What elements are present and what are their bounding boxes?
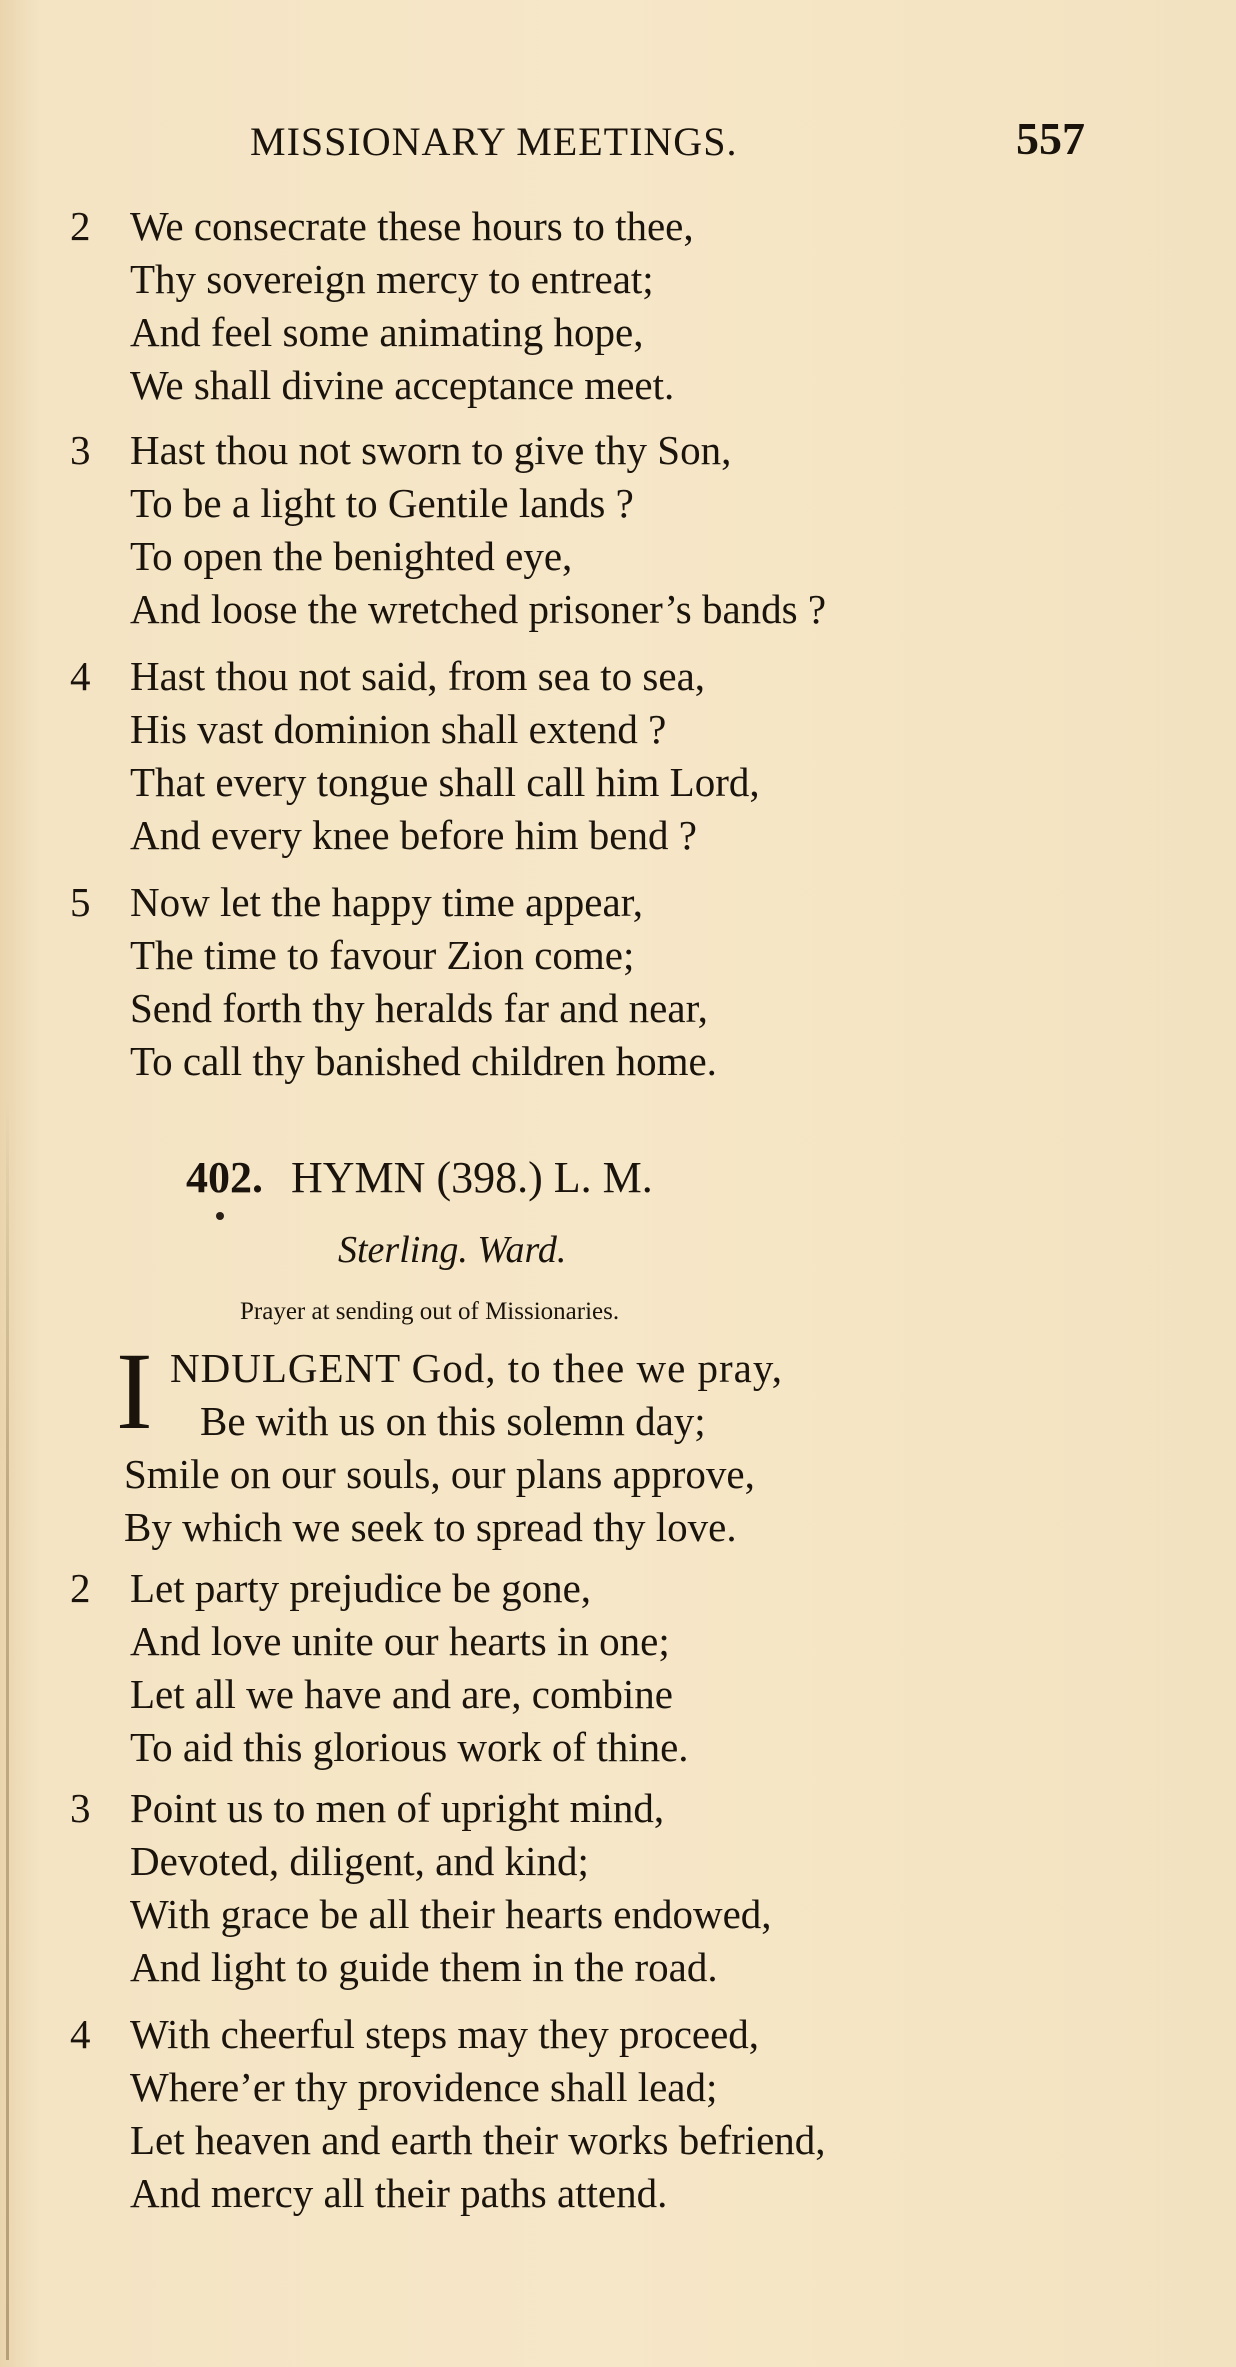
stanza-number: 2 xyxy=(70,203,91,249)
verse-line: To open the benighted eye, xyxy=(130,533,573,579)
hymn-title: HYMN (398.) L. M. xyxy=(291,1153,653,1202)
stanza-number: 3 xyxy=(70,1785,91,1831)
verse-line: And love unite our hearts in one; xyxy=(130,1618,670,1664)
verse-line: Point us to men of upright mind, xyxy=(130,1785,665,1831)
verse-line: With cheerful steps may they proceed, xyxy=(130,2011,760,2057)
drop-cap: I xyxy=(116,1330,153,1452)
stanza-number: 4 xyxy=(70,2011,91,2057)
stanza-prev-4 xyxy=(70,650,1190,862)
verse-line: Smile on our souls, our plans approve, xyxy=(124,1451,755,1497)
verse-line: Hast thou not said, from sea to sea, xyxy=(130,653,706,699)
verse-line: Let party prejudice be gone, xyxy=(130,1565,592,1611)
verse-line: We shall divine acceptance meet. xyxy=(130,362,675,408)
verse-line: And feel some animating hope, xyxy=(130,309,644,355)
verse-line: The time to favour Zion come; xyxy=(130,932,635,978)
stanza-prev-5 xyxy=(70,876,1190,1088)
verse-line: And loose the wretched prisoner’s bands ? xyxy=(130,586,827,632)
verse-line: His vast dominion shall extend ? xyxy=(130,706,667,752)
hymn-subject: Prayer at sending out of Missionaries. xyxy=(240,1298,620,1325)
verse-line: To be a light to Gentile lands ? xyxy=(130,480,634,526)
verse-line: And light to guide them in the road. xyxy=(130,1944,718,1990)
stanza-prev-3 xyxy=(70,424,1190,636)
stanza-3 xyxy=(70,1782,1190,1994)
running-header xyxy=(250,113,1085,178)
verse-line: Where’er thy providence shall lead; xyxy=(130,2064,718,2110)
hymn-heading xyxy=(186,1152,653,1203)
verse-line xyxy=(170,1342,783,1395)
verse-line: By which we seek to spread thy love. xyxy=(124,1504,737,1550)
verse-line: We consecrate these hours to thee, xyxy=(130,203,694,249)
stanza-4 xyxy=(70,2008,1190,2220)
hymn-number: 402. xyxy=(186,1153,263,1202)
verse-line: That every tongue shall call him Lord, xyxy=(130,759,760,805)
stanza-number: 5 xyxy=(70,879,91,925)
page-number: 557 xyxy=(1016,113,1085,164)
stanza-number: 2 xyxy=(70,1565,91,1611)
verse-line: And every knee before him bend ? xyxy=(130,812,697,858)
verse-line: Hast thou not sworn to give thy Son, xyxy=(130,427,732,473)
stanza-number: 3 xyxy=(70,427,91,473)
verse-line: And mercy all their paths attend. xyxy=(130,2170,668,2216)
verse-line: Now let the happy time appear, xyxy=(130,879,643,925)
verse-line: To aid this glorious work of thine. xyxy=(130,1724,689,1770)
stanza-number: 4 xyxy=(70,653,91,699)
verse-line: Devoted, diligent, and kind; xyxy=(130,1838,589,1884)
binding-shadow xyxy=(6,1100,9,2360)
verse-line: Send forth thy heralds far and near, xyxy=(130,985,708,1031)
verse-line: Be with us on this solemn day; xyxy=(200,1398,706,1444)
verse-line: To call thy banished children home. xyxy=(130,1038,717,1084)
stanza-prev-2 xyxy=(70,200,1190,412)
tune-names: Sterling. Ward. xyxy=(338,1229,567,1271)
verse-line-rest: NDULGENT God, to thee we pray, xyxy=(170,1345,783,1391)
verse-line: Thy sovereign mercy to entreat; xyxy=(130,256,654,302)
verse-line: Let all we have and are, combine xyxy=(130,1671,673,1717)
header-title: MISSIONARY MEETINGS. xyxy=(250,119,738,164)
verse-line: Let heaven and earth their works befriend, xyxy=(130,2117,826,2163)
ink-dot xyxy=(216,1212,224,1220)
verse-line: With grace be all their hearts endowed, xyxy=(130,1891,772,1937)
stanza-2 xyxy=(70,1562,1190,1774)
